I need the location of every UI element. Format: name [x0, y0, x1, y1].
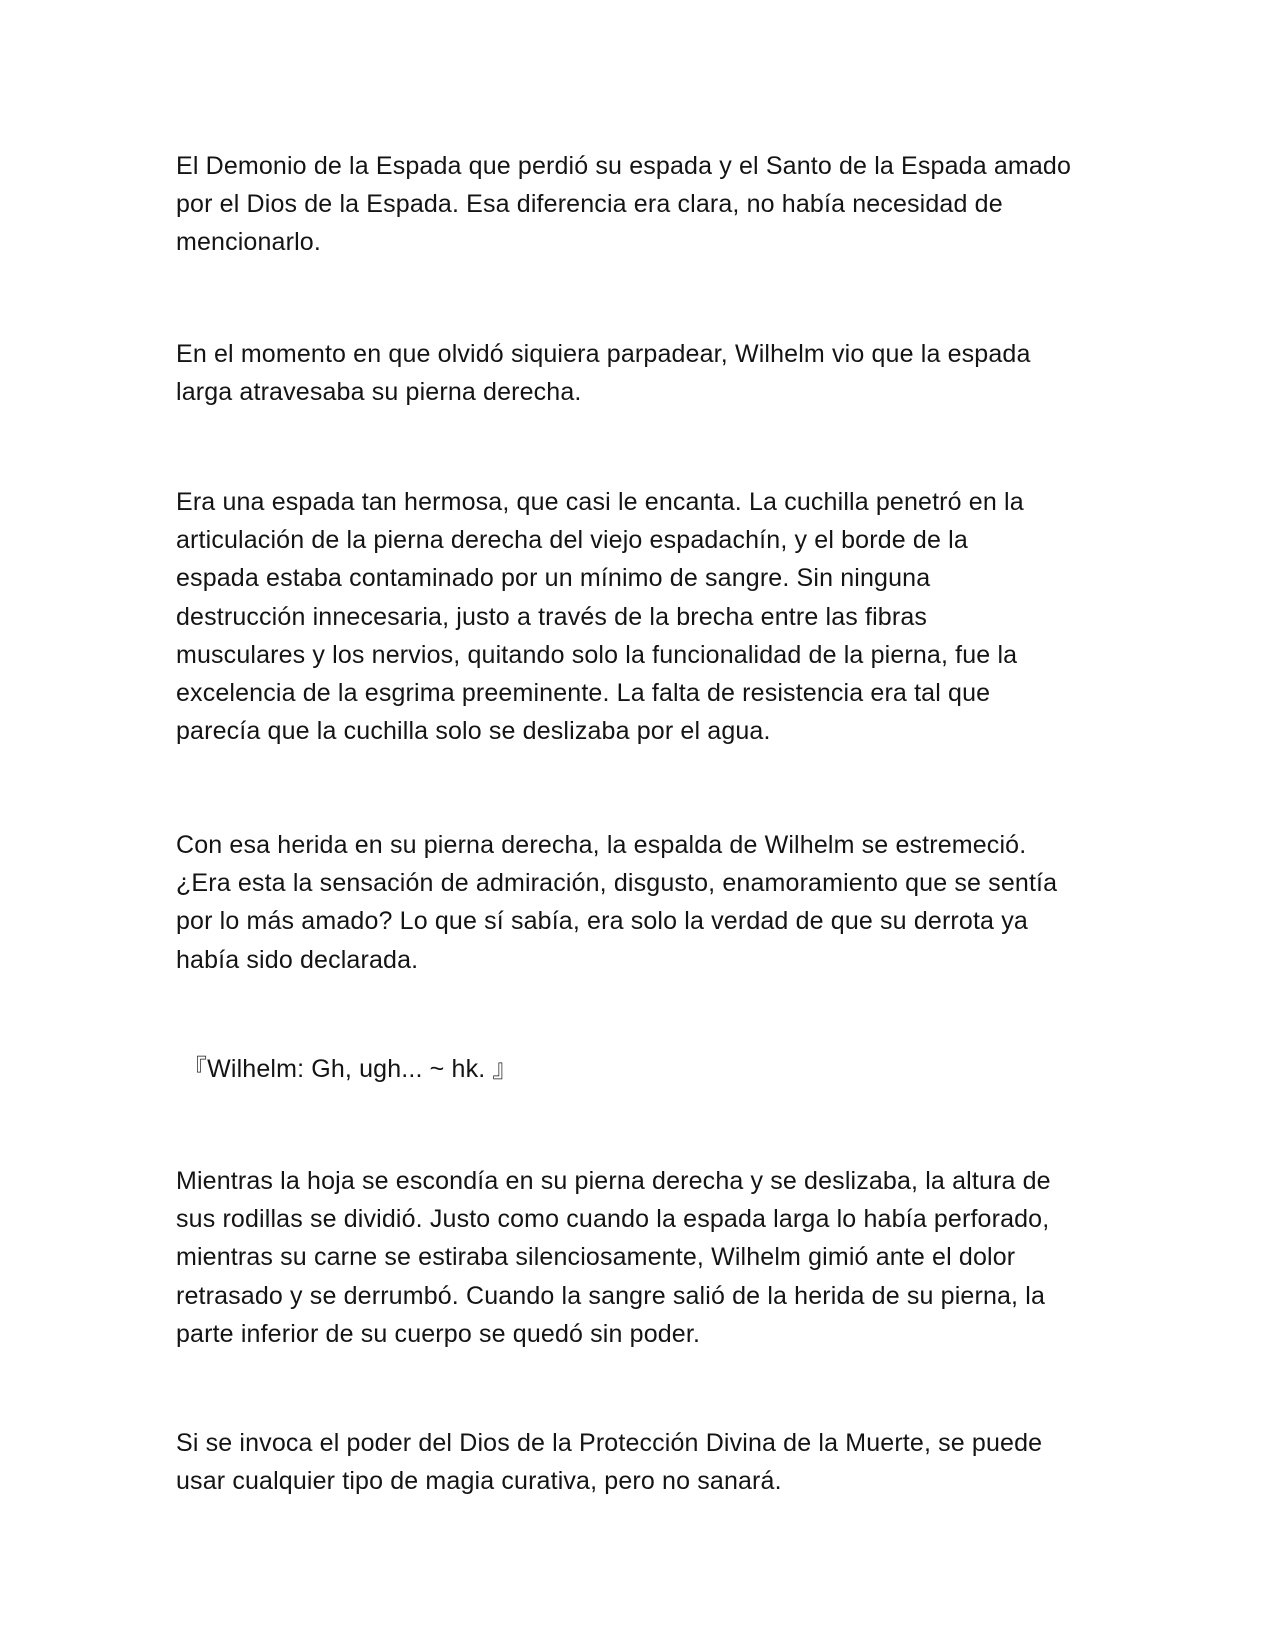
paragraph-1: El Demonio de la Espada que perdió su espada y el Santo de la Espada amado por el Dios de la Espada. Esa diferencia era clara, no había necesidad de mencionarlo.	[176, 152, 1072, 257]
paragraph-2: En el momento en que olvidó siquiera parpadear, Wilhelm vio que la espada larga atravesaba su pierna derecha.	[176, 340, 1031, 407]
paragraph-4: Con esa herida en su pierna derecha, la espalda de Wilhelm se estremeció. ¿Era esta la sensación de admiración, disgusto, enamoramiento que se sentía por lo más amado? Lo que sí sabía, era solo la verdad de que su derrota ya había sido declarada.	[176, 831, 1058, 974]
paragraph-6: Si se invoca el poder del Dios de la Protección Divina de la Muerte, se puede usar cualquier tipo de magia curativa, pero no sanará.	[176, 1429, 1043, 1496]
dialogue-line: 『Wilhelm: Gh, ugh... ~ hk. 』	[182, 1055, 518, 1083]
paragraph-5: Mientras la hoja se escondía en su pierna derecha y se deslizaba, la altura de sus rodillas se dividió. Justo como cuando la espada larga lo había perforado, mientras su carne se estiraba silenciosamente, Wilhelm gimió ante el dolor retrasado y se derrumbó. Cuando la sangre salió de la herida de su pierna, la parte inferior de su cuerpo se quedó sin poder.	[176, 1167, 1051, 1348]
paragraph-3: Era una espada tan hermosa, que casi le encanta. La cuchilla penetró en la articulación de la pierna derecha del viejo espadachín, y el borde de la espada estaba contaminado por un mínimo de sangre. Sin ninguna destrucción innecesaria, justo a través de la brecha entre las fibras musculares y los nervios, quitando solo la funcionalidad de la pierna, fue la excelencia de la esgrima preeminente. La falta de resistencia era tal que parecía que la cuchilla solo se deslizaba por el agua.	[176, 488, 1024, 746]
